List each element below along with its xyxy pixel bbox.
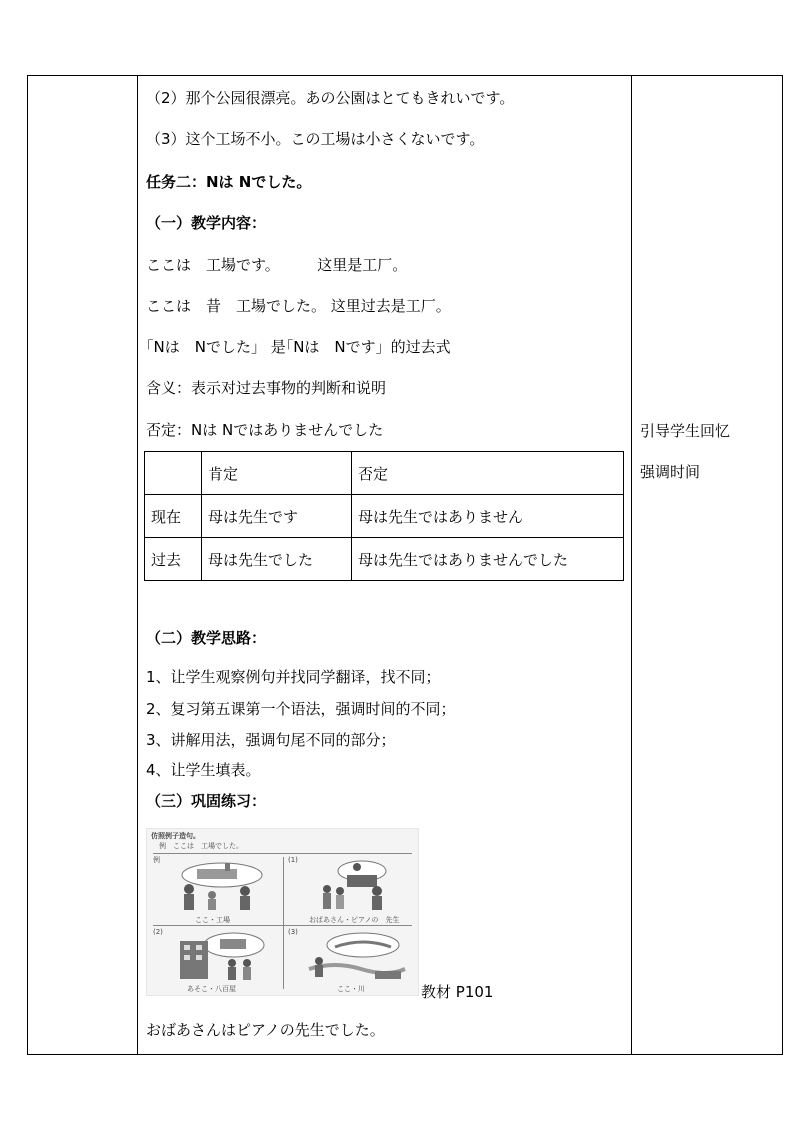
- table-row: [145, 538, 624, 581]
- task-two-heading: 任务二：Nは Nでした。: [146, 173, 312, 191]
- grammar-example-past: ここは 昔 工場でした。 这里过去是工厂。: [146, 297, 451, 315]
- table-header-affirmative: 肯定: [202, 452, 352, 495]
- figure-divider: [283, 857, 284, 989]
- table-cell: 母は先生でした: [202, 538, 352, 581]
- example-sentence-3: （3）这个工场不小。この工場は小さくないです。: [146, 130, 485, 148]
- table-row: [145, 495, 624, 538]
- river-scene-illustration: [305, 931, 409, 983]
- grocery-store-illustration: [172, 931, 272, 983]
- textbook-page-reference: 教材 P101: [421, 983, 494, 1001]
- table-cell-present: 现在: [145, 495, 202, 538]
- note-emphasize-time: 强调时间: [640, 463, 701, 481]
- figure-caption-example: ここ・工場: [195, 916, 230, 924]
- grammar-explanation: ｢Nは Nでした」 是｢Nは Nです」的过去式: [146, 338, 451, 356]
- step-2: 2、复习第五课第一个语法，强调时间的不同；: [146, 700, 456, 718]
- figure-caption-3: ここ・川: [337, 985, 365, 993]
- table-cell: 母は先生です: [202, 495, 352, 538]
- section-teaching-approach: （二）教学思路：: [146, 629, 267, 647]
- figure-instruction: 仿照例子造句。: [151, 832, 200, 840]
- grammar-example-present: ここは 工場です。 这里是工厂。: [146, 256, 408, 274]
- figure-label-3: (3): [288, 928, 298, 936]
- table-cell: 母は先生ではありません: [352, 495, 624, 538]
- figure-label-2: (2): [153, 928, 163, 936]
- step-4: 4、让学生填表。: [146, 761, 261, 779]
- example-sentence-2: （2）那个公园很漂亮。あの公園はとてもきれいです。: [146, 89, 515, 107]
- figure-example-sentence: 例 ここは 工場でした。: [159, 842, 243, 850]
- figure-label-example: 例: [153, 856, 160, 864]
- table-cell: 母は先生ではありませんでした: [352, 538, 624, 581]
- grammar-negative: 否定：Nは Nではありませんでした: [146, 421, 384, 439]
- table-row: [145, 452, 624, 495]
- factory-scene-illustration: [167, 861, 267, 913]
- step-3: 3、讲解用法，强调句尾不同的部分；: [146, 731, 396, 749]
- table-header-negative: 否定: [352, 452, 624, 495]
- column-divider-left: [137, 75, 138, 1055]
- figure-divider: [153, 853, 412, 854]
- conjugation-table: [144, 451, 624, 581]
- textbook-exercise-figure: [146, 828, 419, 996]
- step-1: 1、让学生观察例句并找同学翻译，找不同；: [146, 668, 441, 686]
- table-cell-past: 过去: [145, 538, 202, 581]
- figure-caption-1: おばあさん・ピアノの 先生: [309, 916, 400, 924]
- section-teaching-content: （一）教学内容：: [146, 214, 267, 232]
- table-cell: [145, 452, 202, 495]
- grammar-meaning: 含义：表示对过去事物的判断和说明: [146, 379, 387, 397]
- piano-teacher-illustration: [307, 859, 407, 913]
- column-divider-right: [631, 75, 632, 1055]
- figure-caption-2: あそこ・八百屋: [187, 985, 236, 993]
- practice-answer: おばあさんはピアノの先生でした。: [146, 1021, 385, 1039]
- section-practice: （三）巩固练习：: [146, 792, 267, 810]
- figure-label-1: (1): [288, 856, 298, 864]
- note-recall: 引导学生回忆: [640, 422, 731, 440]
